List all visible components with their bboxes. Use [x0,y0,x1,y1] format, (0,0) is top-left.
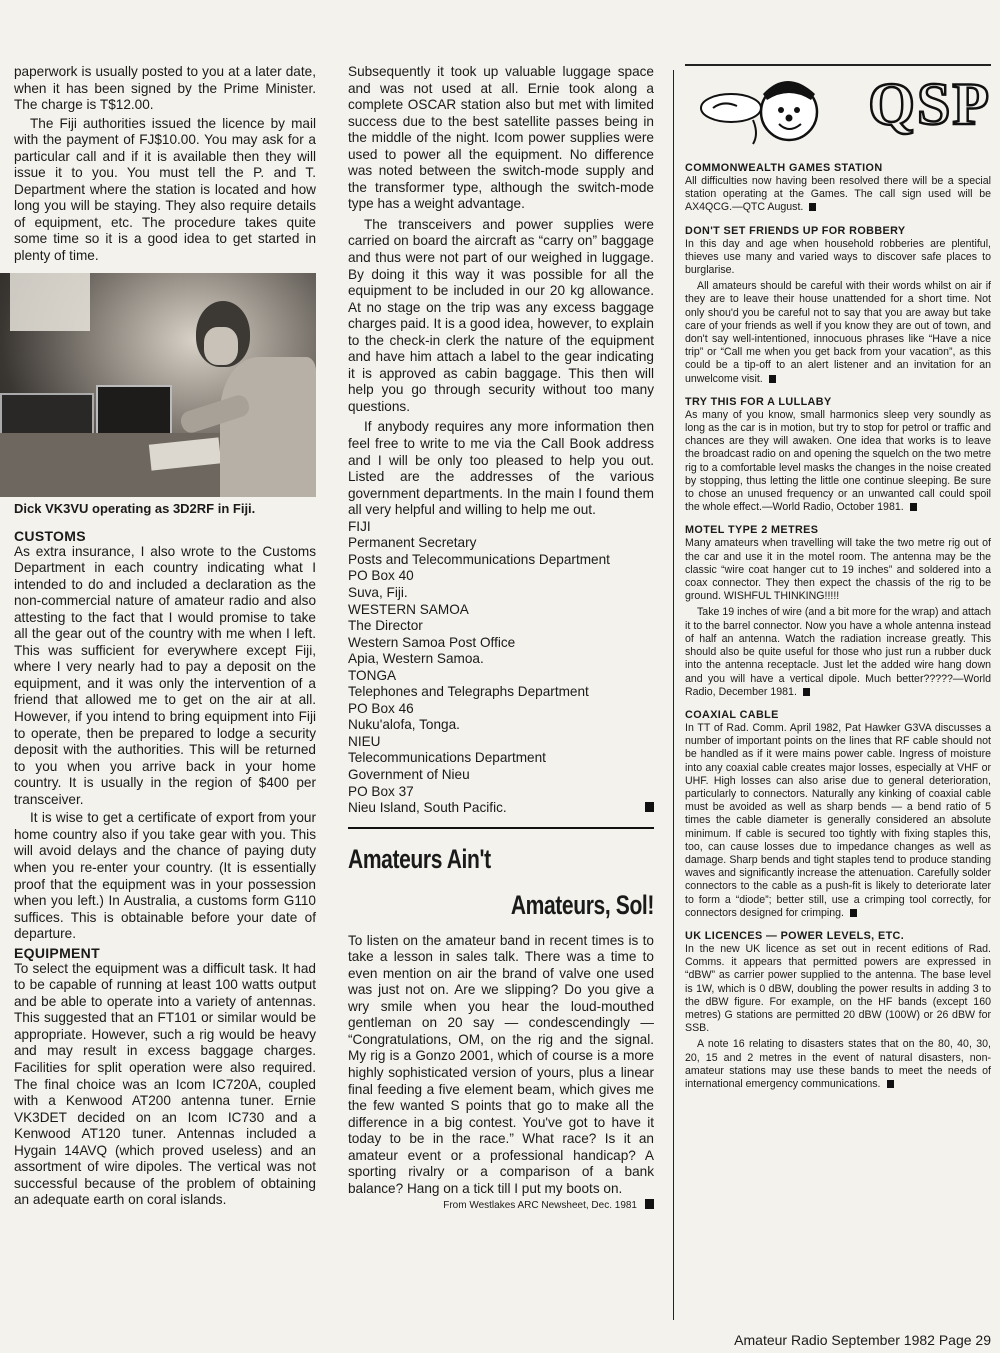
paragraph: Subsequently it took up valuable luggage space and was not used at all. Ernie took along a complete OSCAR station also but met with limited success due to the best satellite passes being in the middle of the night. Icom power supplies were used to power all the equipment. No difference was noted between the switch-mode supply and the transformer type, although the switch-mode type has a weight advantage. [348,64,654,212]
qsp-paragraph [685,722,991,920]
qsp-section [685,162,991,215]
paragraph: To listen on the amateur band in recent times is to take a lesson in sales talk. There was a time to even mention on air the brand of valve one used was just not on. Are we slipping? Do you give a wry smile when you hear the loud-mouthed gentleman on 20 say — condescendingly — “Congratulations, OM, on the rig and the signal. My rig is a Gonzo 2001, which of course is a more highly sophisticated version of yours, plus a linear final feeding a five element beam, which gives me the few wanted S points that go to make all the difference in a big contest. You've got to have it today to be in the race.” What race? Is it an amateur event or a professional handicap? A sporting rivalry or a comparison of a bank balance? Hang on a tick till I put my boots on. [348,932,654,1196]
qsp-section-heading: TRY THIS FOR A LULLABY [685,395,832,408]
address-line: The Director [348,618,423,634]
qsp-header [685,64,991,156]
paragraph: The Fiji authorities issued the licence by mail with the payment of FJ$10.00. You may ask for a particular call and if it is available then they will issue it to you. You must tell the P. and T. Department where the station is located and how long you will be staying. They also require details of equipment, etc. The procedure takes quite some time so it is a good idea to get started in plenty of time. [14,115,316,264]
qsp-text: All difficulties now having been resolved there will be a special station operating at the Games. The call sign used will be AX4QCG.—QTC August. [685,175,991,214]
address-line: Nuku'alofa, Tonga. [348,717,460,733]
paragraph: paperwork is usually posted to you at a later date, when it has been signed by the Prime Minister. The charge is T$12.00. [14,64,316,113]
paragraph: To select the equipment was a difficult task. It had to be capable of running at least 100 watts output and be able to operate into a variety of antennas. This suggested that an FT101 or similar would be appropriate. However, such a rig would be heavy and may result in excess baggage charges. Facilities for split operation were also required. The final choice was an Icom IC720A, coupled with a Kenwood AT200 antenna tuner. Ernie VK3DET decided on an Icom IC730 and a Kenwood AT120 tuner. Antennas included a Hygain 14AVQ (which proved useless) and an assortment of wire dipoles. The vertical was not successful because of the problem of obtaining an adequate earth on coral islands. [14,960,316,1208]
address-line: Western Samoa Post Office [348,634,516,650]
end-mark-icon [850,909,857,917]
address-line: Government of Nieu [348,766,470,782]
end-mark-icon [645,802,654,812]
section-heading: CUSTOMS [14,527,86,544]
address-line [348,800,654,817]
column-1 [14,64,316,1209]
end-mark-icon [769,375,776,383]
address-country: TONGA [348,667,397,683]
address-line: Suva, Fiji. [348,584,408,600]
address-last-line: Nieu Island, South Pacific. [348,800,507,816]
address-line: Telecommunications Department [348,750,546,766]
address-list [348,519,654,817]
paragraph: As extra insurance, I also wrote to the Customs Department in each country indicating what I intended to do and included a declaration as the non-commercial nature of amateur radio and also attesting to the fact that I would promise to take all the gear out of the country with me when I left. This was sufficient for everywhere except Fiji, where I very nearly had to pay a deposit on the equipment, and it was only the intervention of a friend that allowed me to get on the air at all. However, if you intend to bring equipment into Fiji to operate, then be prepared to lodge a security deposit with the authorities. This will be returned to you when you arrive back in your home country. It is usually in the region of $400 per transceiver. [14,543,316,807]
article-source [348,1199,654,1211]
column-divider [673,70,674,1320]
qsp-paragraph [685,409,991,515]
end-mark-icon [910,503,917,511]
address-country: NIEU [348,733,381,749]
qsp-text: Take 19 inches of wire (and a bit more for the wrap) and attach it to the barrel connector. Now you have a whole antenna instead of half an antenna. Watch the radiation increase greatly. This should also be quite useful for those who just run a rubber duck into the antenna receptacle. Just let the added wire hang down and you will have a vertical dipole. Much better?????—World Radio, December 1981. [685,606,991,698]
cartoon-mascot-icon [691,68,841,154]
paragraph: It is wise to get a certificate of export from your home country also if you take gear with you. This will avoid delays and the chance of paying duty when you re-enter your country. (It is essentially proof that the equipment was in your possession when you left.) In Australia, a customs form G110 suffices. This is obtainable before your date of departure. [14,810,316,942]
address-line: Permanent Secretary [348,535,477,551]
paragraph: If anybody requires any more information then feel free to write to me via the Call Book address and I will be only too pleased to help you out. Listed are the addresses of the various government departments. In the main I found them all very helpful and willing to help me out. [348,419,654,518]
qsp-section-heading: COMMONWEALTH GAMES STATION [685,162,883,174]
address-line: PO Box 40 [348,568,414,584]
qsp-section [685,709,991,920]
qsp-section [685,524,991,698]
end-mark-icon [887,1080,894,1088]
qsp-paragraph [685,1038,991,1091]
qsp-section [685,396,991,515]
address-line: Apia, Western Samoa. [348,651,484,667]
address-line: Telephones and Telegraphs Department [348,684,589,700]
column-2 [348,64,654,1211]
qsp-text: In TT of Rad. Comm. April 1982, Pat Hawker G3VA discusses a number of important points on the lines that RF cable should not be handled as if it were mains power cable. Ingress of moisture into any coaxial cable creates major losses, especially at VHF or UHF. High losses can also arise due to general deterioration, particularly to connectors. Naturally any kinking of coaxial cable must be avoided as well as sharp bends — a bend ratio of 5 times the cable diameter is generally considered an absolute minimum. If cable is secured too tightly with fixing staples this, too, can cause losses due to impedance changes as well as damage. Sharp bends and tight staples tend to produce standing waves and significantly increase the attenuation. Carefully solder connectors to the cable as a push-fit is likely to deteriorate later to form a “diode”; better still, use a crimping tool correctly, for connectors designed for crimping. [685,721,991,919]
article-title-line1: Amateurs Ain't [348,843,491,874]
article-divider [348,827,654,829]
column-qsp [685,64,991,1101]
qsp-paragraph: Many amateurs when travelling will take the two metre rig out of the car and use it in the motel room. The antenna may be the classic “wire coat hanger cut to 19 inches” and soldered into a coax connector. They then expect the chassis of the rig to be ground. WISHFUL THINKING!!!!! [685,537,991,603]
qsp-section [685,225,991,386]
end-mark-icon [803,688,810,696]
page-footer: Amateur Radio September 1982 Page 29 [734,1332,991,1348]
qsp-section-heading: MOTEL TYPE 2 METRES [685,524,819,537]
address-line: PO Box 37 [348,783,414,799]
qsp-paragraph: In the new UK licence as set out in recent editions of Rad. Comms. it appears that permitted powers are expressed in “dBW” as carrier power supplied to the antenna. The base level is 1W, which is 0 dBW, doubling the power results in adding 3 to the dBW figure. For example, on the HF bands (except 160 metres) G stations are permitted 20 dBW (100W) or 26 dBW for SSB. [685,942,991,1035]
qsp-paragraph [685,606,991,698]
end-mark-icon [809,203,816,211]
address-country: FIJI [348,518,371,534]
qsp-text: A note 16 relating to disasters states that on the 80, 40, 30, 20, 15 and 2 metres in the event of natural disasters, non-amateur stations may use these bands to meet the needs of international emergency communications. [685,1038,991,1090]
qsp-section [685,930,991,1091]
address-line: PO Box 46 [348,700,414,716]
qsp-text: As many of you know, small harmonics sleep very soundly as long as the car is in motion, but try to stop for petrol or traffic and chances are they will awaken. One idea that works is to leave the broadcast radio on and opening the squelch on the two metre rig to a comfortable level masks the changes in the noise created by stopping, thus letting the little one continue sleeping. Be sure to chose an unused frequency or an unwanted call could spoil the whole effect.—World Radio, October 1981. [685,408,991,514]
source-text: From Westlakes ARC Newsheet, Dec. 1981 [443,1200,637,1212]
qsp-paragraph: In this day and age when household robberies are plentiful, thieves use many and varied ways to discover safe places to burglarise. [685,237,991,277]
photo-caption: Dick VK3VU operating as 3D2RF in Fiji. [14,500,256,516]
address-line: Posts and Telecommunications Department [348,551,610,567]
paragraph: The transceivers and power supplies were carried on board the aircraft as “carry on” baggage and thus were not part of our weighed in luggage. By doing it this way it was possible for all the equipment to be included in our 20 kg allowance. At no stage on the trip was any excess baggage charges paid. It is a good idea, however, to explain to the check-in clerk the nature of the equipment and have him attach a label to the gear indicating it is approved as cabin baggage. This then will help you go through security without too many questions. [348,216,654,414]
qsp-text: All amateurs should be careful with their words whilst on air if they are to leave their house unattended for a short time. Not only shou'd you be careful not to say that you are away but take care of your friends as well if you know they are out of town, and don't say well-intentioned, innocuous phrases like “Have a nice trip” or “Call me when you get back from your vacation”, as this could be a tip-off to an alert listener and an invitation for an unwelcome visit. [685,280,991,385]
article-title-line2: Amateurs, Sol! [510,889,654,920]
qsp-section-heading: UK LICENCES — POWER LEVELS, ETC. [685,929,905,942]
qsp-title: QSP [868,71,991,137]
photo-operator [0,273,316,497]
qsp-paragraph [685,175,991,215]
qsp-section-heading: DON'T SET FRIENDS UP FOR ROBBERY [685,224,906,237]
end-mark-icon [645,1199,654,1209]
qsp-section-heading: COAXIAL CABLE [685,708,779,721]
address-country: WESTERN SAMOA [348,601,469,617]
qsp-paragraph [685,280,991,386]
section-heading: EQUIPMENT [14,944,100,961]
